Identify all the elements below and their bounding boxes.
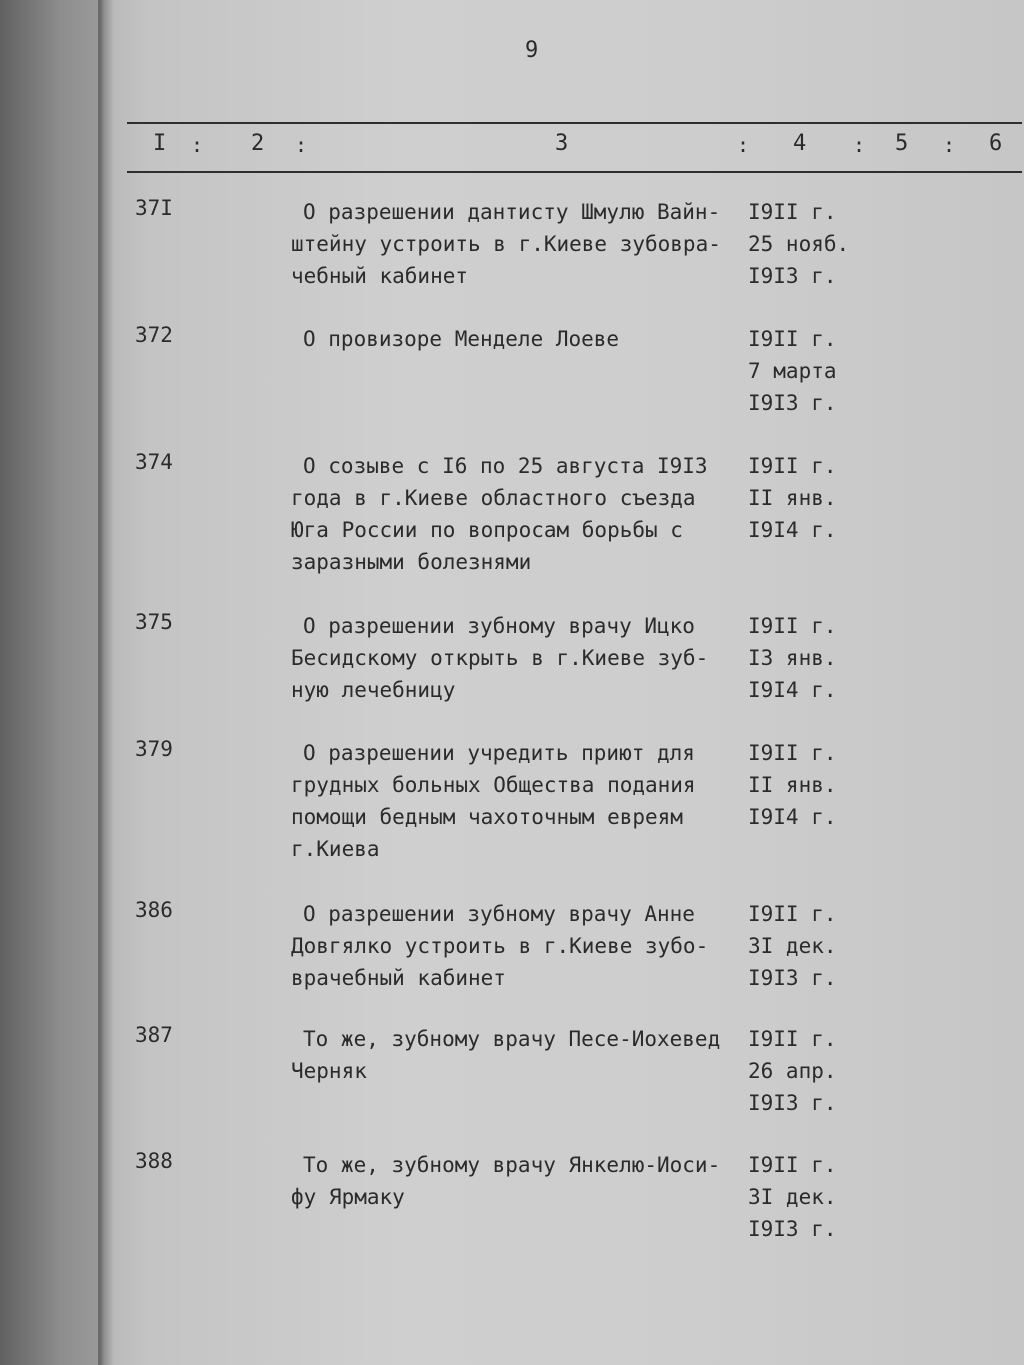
date-start-year: I9II г. — [748, 741, 837, 765]
column-separator: : — [943, 133, 956, 157]
column-header-4: 4 — [793, 131, 807, 156]
entry-title-line: Черняк — [291, 1059, 367, 1083]
entry-title-line: Бесидскому открыть в г.Киеве зуб- — [291, 646, 709, 670]
date-end-year: I9I4 г. — [748, 678, 837, 702]
column-header-3: 3 — [555, 131, 569, 156]
entry-number: 375 — [135, 610, 173, 634]
entry-title-line: штейну устроить в г.Киеве зубовра- — [291, 232, 721, 256]
header-bottom-rule — [127, 171, 1022, 173]
date-end-day: 25 нояб. — [748, 232, 850, 256]
entry-title-line: грудных больных Общества подания — [291, 773, 696, 797]
entry-dates — [748, 1023, 868, 1119]
date-end-day: 3I дек. — [748, 1185, 837, 1209]
date-end-year: I9I3 г. — [748, 264, 837, 288]
entry-title-line: Юга России по вопросам борьбы с — [291, 518, 683, 542]
date-start-year: I9II г. — [748, 902, 837, 926]
entry-title-line: О провизоре Менделе Лоеве — [303, 327, 620, 351]
date-end-day: II янв. — [748, 486, 837, 510]
entry-dates — [748, 737, 868, 833]
entry-number: 374 — [135, 450, 173, 474]
entry-dates — [748, 1149, 868, 1245]
date-end-year: I9I3 г. — [748, 1091, 837, 1115]
entry-title — [291, 898, 743, 994]
entry-title — [291, 323, 743, 355]
entry-title-line: О разрешении дантисту Шмулю Вайн- — [303, 200, 721, 224]
entry-dates — [748, 610, 868, 706]
entry-number: 388 — [135, 1149, 173, 1173]
entry-title — [291, 450, 743, 578]
entry-title-line: ную лечебницу — [291, 678, 456, 702]
entry-number: 372 — [135, 323, 173, 347]
date-end-day: I3 янв. — [748, 646, 837, 670]
entry-title-line: О созыве с I6 по 25 августа I9I3 — [303, 454, 708, 478]
date-start-year: I9II г. — [748, 614, 837, 638]
column-header-6: 6 — [989, 131, 1003, 156]
date-start-year: I9II г. — [748, 1153, 837, 1177]
entry-title-line: О разрешении зубному врачу Анне — [303, 902, 695, 926]
column-separator: : — [295, 133, 308, 157]
column-header-5: 5 — [895, 131, 909, 156]
date-end-day: 7 марта — [748, 359, 837, 383]
entry-title-line: г.Киева — [291, 837, 380, 861]
entry-title — [291, 1149, 743, 1213]
entry-title-line: фу Ярмаку — [291, 1185, 405, 1209]
entry-number: 387 — [135, 1023, 173, 1047]
date-start-year: I9II г. — [748, 454, 837, 478]
entry-dates — [748, 450, 868, 546]
date-start-year: I9II г. — [748, 200, 837, 224]
header-top-rule — [127, 122, 1022, 124]
date-end-day: II янв. — [748, 773, 837, 797]
entry-number: 386 — [135, 898, 173, 922]
date-end-day: 3I дек. — [748, 934, 837, 958]
column-separator: : — [853, 133, 866, 157]
entry-title-line: Довгялко устроить в г.Киеве зубо- — [291, 934, 709, 958]
date-end-year: I9I3 г. — [748, 391, 837, 415]
column-header-2: 2 — [251, 131, 265, 156]
entry-title-line: То же, зубному врачу Песе-Иохевед — [303, 1027, 721, 1051]
entry-dates — [748, 898, 868, 994]
date-end-year: I9I3 г. — [748, 966, 837, 990]
entry-dates — [748, 196, 868, 292]
entry-title — [291, 737, 743, 865]
document-page — [105, 0, 1024, 1365]
entry-title-line: То же, зубному врачу Янкелю-Иоси- — [303, 1153, 721, 1177]
entry-title — [291, 610, 743, 706]
entry-title-line: чебный кабинет — [291, 264, 469, 288]
column-separator: : — [191, 133, 204, 157]
page-number: 9 — [525, 38, 539, 63]
date-start-year: I9II г. — [748, 327, 837, 351]
date-start-year: I9II г. — [748, 1027, 837, 1051]
entry-title-line: помощи бедным чахоточным евреям — [291, 805, 683, 829]
date-end-year: I9I4 г. — [748, 518, 837, 542]
entry-title-line: заразными болезнями — [291, 550, 532, 574]
entry-title — [291, 196, 743, 292]
entry-title-line: О разрешении учредить приют для — [303, 741, 695, 765]
entry-title-line: года в г.Киеве областного съезда — [291, 486, 696, 510]
column-separator: : — [737, 133, 750, 157]
entry-title-line: врачебный кабинет — [291, 966, 506, 990]
entry-number: 37I — [135, 196, 173, 220]
column-header-1: I — [153, 131, 167, 156]
date-end-year: I9I4 г. — [748, 805, 837, 829]
facing-page-edge — [0, 0, 100, 1365]
date-end-year: I9I3 г. — [748, 1217, 837, 1241]
entry-title-line: О разрешении зубному врачу Ицко — [303, 614, 695, 638]
entry-dates — [748, 323, 868, 419]
date-end-day: 26 апр. — [748, 1059, 837, 1083]
entry-number: 379 — [135, 737, 173, 761]
entry-title — [291, 1023, 743, 1087]
